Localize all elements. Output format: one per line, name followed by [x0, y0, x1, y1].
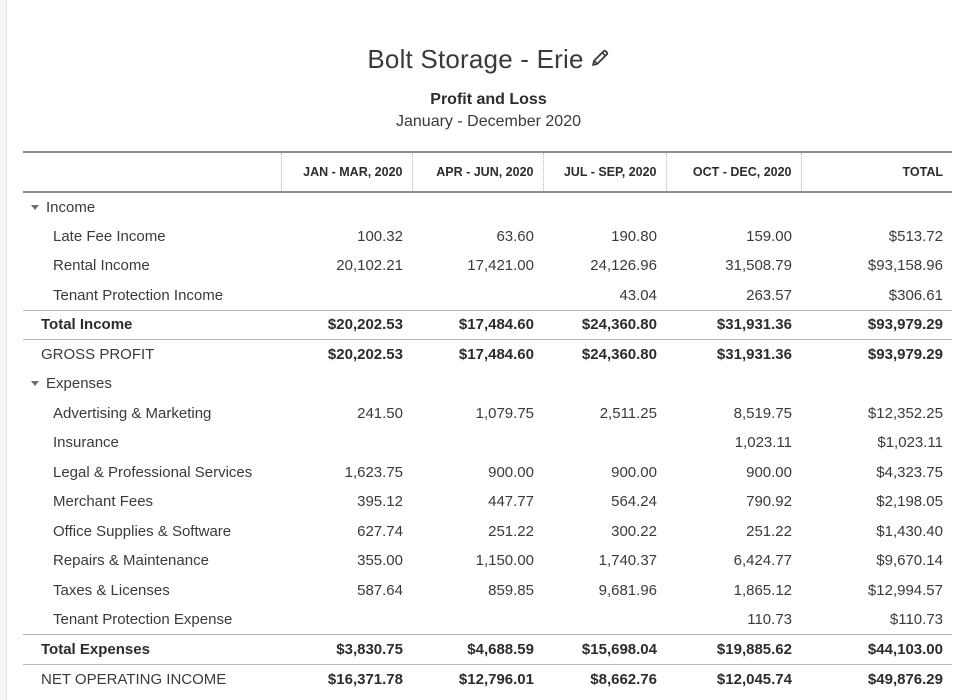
- amount-q1[interactable]: $20,202.53: [281, 340, 412, 370]
- amount-q4[interactable]: 8,519.75: [733, 404, 792, 422]
- amount-total[interactable]: $93,158.96: [867, 257, 943, 275]
- amount-q4[interactable]: 1,865.12: [733, 581, 792, 599]
- amount-total[interactable]: $1,430.40: [876, 522, 943, 540]
- amount-q2[interactable]: $4,688.59: [412, 635, 543, 665]
- account-label[interactable]: Tenant Protection Expense: [53, 611, 233, 628]
- total-income-row: [23, 310, 952, 340]
- amount-total[interactable]: $4,323.75: [876, 463, 943, 481]
- amount-q2[interactable]: 63.60: [496, 227, 534, 245]
- amount-q3[interactable]: [543, 605, 666, 635]
- total-expenses-row: [23, 635, 952, 665]
- amount-q1[interactable]: $16,371.78: [281, 664, 412, 694]
- amount-q2[interactable]: 900.00: [488, 463, 534, 481]
- amount-q2[interactable]: [412, 428, 543, 458]
- amount-q3[interactable]: $15,698.04: [543, 635, 666, 665]
- expenses-section-label[interactable]: Expenses: [23, 369, 281, 399]
- amount-q3[interactable]: 2,511.25: [599, 404, 657, 422]
- table-row: [23, 428, 952, 458]
- report-period: January - December 2020: [396, 113, 581, 130]
- amount-q2[interactable]: [412, 605, 543, 635]
- amount-q3[interactable]: 564.24: [611, 493, 657, 511]
- header-row: [23, 152, 952, 192]
- amount-q4[interactable]: 6,424.77: [733, 552, 792, 570]
- amount-q1[interactable]: $3,830.75: [281, 635, 412, 665]
- pencil-icon[interactable]: [590, 44, 610, 75]
- table-row: [23, 458, 952, 488]
- amount-q2[interactable]: 1,079.75: [475, 404, 534, 422]
- income-section-label[interactable]: Income: [23, 192, 281, 222]
- amount-q4[interactable]: $31,931.36: [666, 310, 801, 340]
- table-row: [23, 251, 952, 281]
- amount-q1[interactable]: [281, 428, 412, 458]
- amount-q2[interactable]: $17,484.60: [412, 340, 543, 370]
- account-label[interactable]: Taxes & Licenses: [53, 581, 170, 599]
- amount-total[interactable]: $49,876.29: [801, 664, 952, 694]
- amount-total[interactable]: $110.73: [889, 611, 943, 628]
- amount-q4[interactable]: 159.00: [746, 227, 792, 245]
- table-row: [23, 399, 952, 429]
- amount-q4[interactable]: 263.57: [746, 286, 792, 304]
- amount-total[interactable]: $44,103.00: [801, 635, 952, 665]
- amount-total[interactable]: $93,979.29: [801, 310, 952, 340]
- amount-q4[interactable]: $31,931.36: [666, 340, 801, 370]
- amount-q3[interactable]: 300.22: [611, 522, 657, 540]
- amount-q4[interactable]: 251.22: [746, 522, 792, 540]
- amount-q3[interactable]: [543, 428, 666, 458]
- amount-q3[interactable]: 43.04: [619, 286, 657, 304]
- amount-q2[interactable]: 1,150.00: [475, 552, 534, 570]
- amount-q3[interactable]: 190.80: [611, 227, 657, 245]
- account-label[interactable]: Insurance: [53, 434, 119, 452]
- total-expenses-label: Total Expenses: [23, 635, 281, 665]
- amount-q3[interactable]: $24,360.80: [543, 340, 666, 370]
- account-label[interactable]: Tenant Protection Income: [53, 286, 224, 304]
- column-header-q1[interactable]: JAN - MAR, 2020: [281, 152, 412, 192]
- column-header-q3[interactable]: JUL - SEP, 2020: [543, 152, 666, 192]
- table-row: [23, 487, 952, 517]
- account-label[interactable]: Repairs & Maintenance: [53, 552, 209, 570]
- amount-q1[interactable]: 241.50: [357, 404, 403, 422]
- caret-down-icon[interactable]: [31, 205, 39, 210]
- amount-q4[interactable]: $19,885.62: [666, 635, 801, 665]
- amount-q2[interactable]: $17,484.60: [412, 310, 543, 340]
- amount-q2[interactable]: [412, 281, 543, 311]
- table-row: [23, 222, 952, 252]
- amount-q1[interactable]: 627.74: [357, 522, 403, 540]
- amount-q4[interactable]: 31,508.79: [725, 257, 792, 275]
- table-row: [23, 605, 952, 635]
- table-row: [23, 517, 952, 547]
- amount-q4[interactable]: 900.00: [746, 463, 792, 481]
- amount-q4[interactable]: $12,045.74: [666, 664, 801, 694]
- amount-total[interactable]: $9,670.14: [876, 552, 943, 570]
- net-operating-income-label: NET OPERATING INCOME: [23, 664, 281, 694]
- account-label[interactable]: Merchant Fees: [53, 493, 154, 511]
- company-name[interactable]: Bolt Storage - Erie: [367, 44, 584, 74]
- amount-q4[interactable]: 110.73: [747, 611, 792, 628]
- amount-total[interactable]: $2,198.05: [876, 493, 943, 511]
- amount-q2[interactable]: $12,796.01: [412, 664, 543, 694]
- caret-down-icon[interactable]: [31, 381, 39, 386]
- amount-q3[interactable]: 900.00: [611, 463, 657, 481]
- amount-q1[interactable]: 20,102.21: [336, 257, 403, 275]
- column-header-q2[interactable]: APR - JUN, 2020: [412, 152, 543, 192]
- profit-loss-table: [23, 151, 952, 694]
- amount-total[interactable]: $306.61: [888, 286, 943, 304]
- report-sheet: [6, 0, 969, 700]
- total-income-label: Total Income: [23, 310, 281, 340]
- amount-total[interactable]: $12,994.57: [867, 581, 943, 599]
- company-name-header: [7, 44, 969, 77]
- amount-q3[interactable]: 24,126.96: [590, 257, 657, 275]
- gross-profit-row: [23, 340, 952, 370]
- gross-profit-label: GROSS PROFIT: [23, 340, 281, 370]
- amount-q3[interactable]: 9,681.96: [598, 581, 657, 599]
- amount-total[interactable]: $1,023.11: [877, 434, 943, 452]
- account-label[interactable]: Advertising & Marketing: [53, 404, 212, 422]
- amount-q4[interactable]: 790.92: [746, 493, 792, 511]
- account-label[interactable]: Office Supplies & Software: [53, 522, 232, 540]
- amount-q1[interactable]: 100.32: [357, 227, 403, 245]
- table-row: [23, 281, 952, 311]
- account-label[interactable]: Rental Income: [53, 257, 150, 275]
- amount-q2[interactable]: 17,421.00: [467, 257, 534, 275]
- report-title: Profit and Loss: [430, 91, 547, 108]
- amount-q4[interactable]: 1,023.11: [734, 434, 792, 452]
- amount-q1[interactable]: $20,202.53: [281, 310, 412, 340]
- amount-q1[interactable]: 1,623.75: [344, 463, 403, 481]
- amount-q1[interactable]: 587.64: [357, 581, 403, 599]
- amount-q1[interactable]: [281, 281, 412, 311]
- income-section-row[interactable]: [23, 192, 952, 222]
- account-label[interactable]: Legal & Professional Services: [53, 463, 253, 481]
- amount-q2[interactable]: 447.77: [488, 493, 534, 511]
- amount-q2[interactable]: 251.22: [488, 522, 534, 540]
- table-row: [23, 546, 952, 576]
- column-header-total[interactable]: TOTAL: [801, 152, 952, 192]
- table-row: [23, 576, 952, 606]
- amount-q1[interactable]: 355.00: [357, 552, 403, 570]
- amount-q2[interactable]: 859.85: [488, 581, 534, 599]
- amount-q1[interactable]: 395.12: [357, 493, 403, 511]
- amount-q3[interactable]: 1,740.37: [598, 552, 657, 570]
- net-operating-income-row: [23, 664, 952, 694]
- amount-total[interactable]: $93,979.29: [801, 340, 952, 370]
- amount-q3[interactable]: $24,360.80: [543, 310, 666, 340]
- amount-total[interactable]: $513.72: [888, 227, 943, 245]
- column-header-q4[interactable]: OCT - DEC, 2020: [666, 152, 801, 192]
- expenses-section-row[interactable]: [23, 369, 952, 399]
- account-label[interactable]: Late Fee Income: [53, 227, 166, 245]
- amount-q3[interactable]: $8,662.76: [543, 664, 666, 694]
- amount-total[interactable]: $12,352.25: [867, 404, 943, 422]
- column-header-account: [23, 152, 281, 192]
- amount-q1[interactable]: [281, 605, 412, 635]
